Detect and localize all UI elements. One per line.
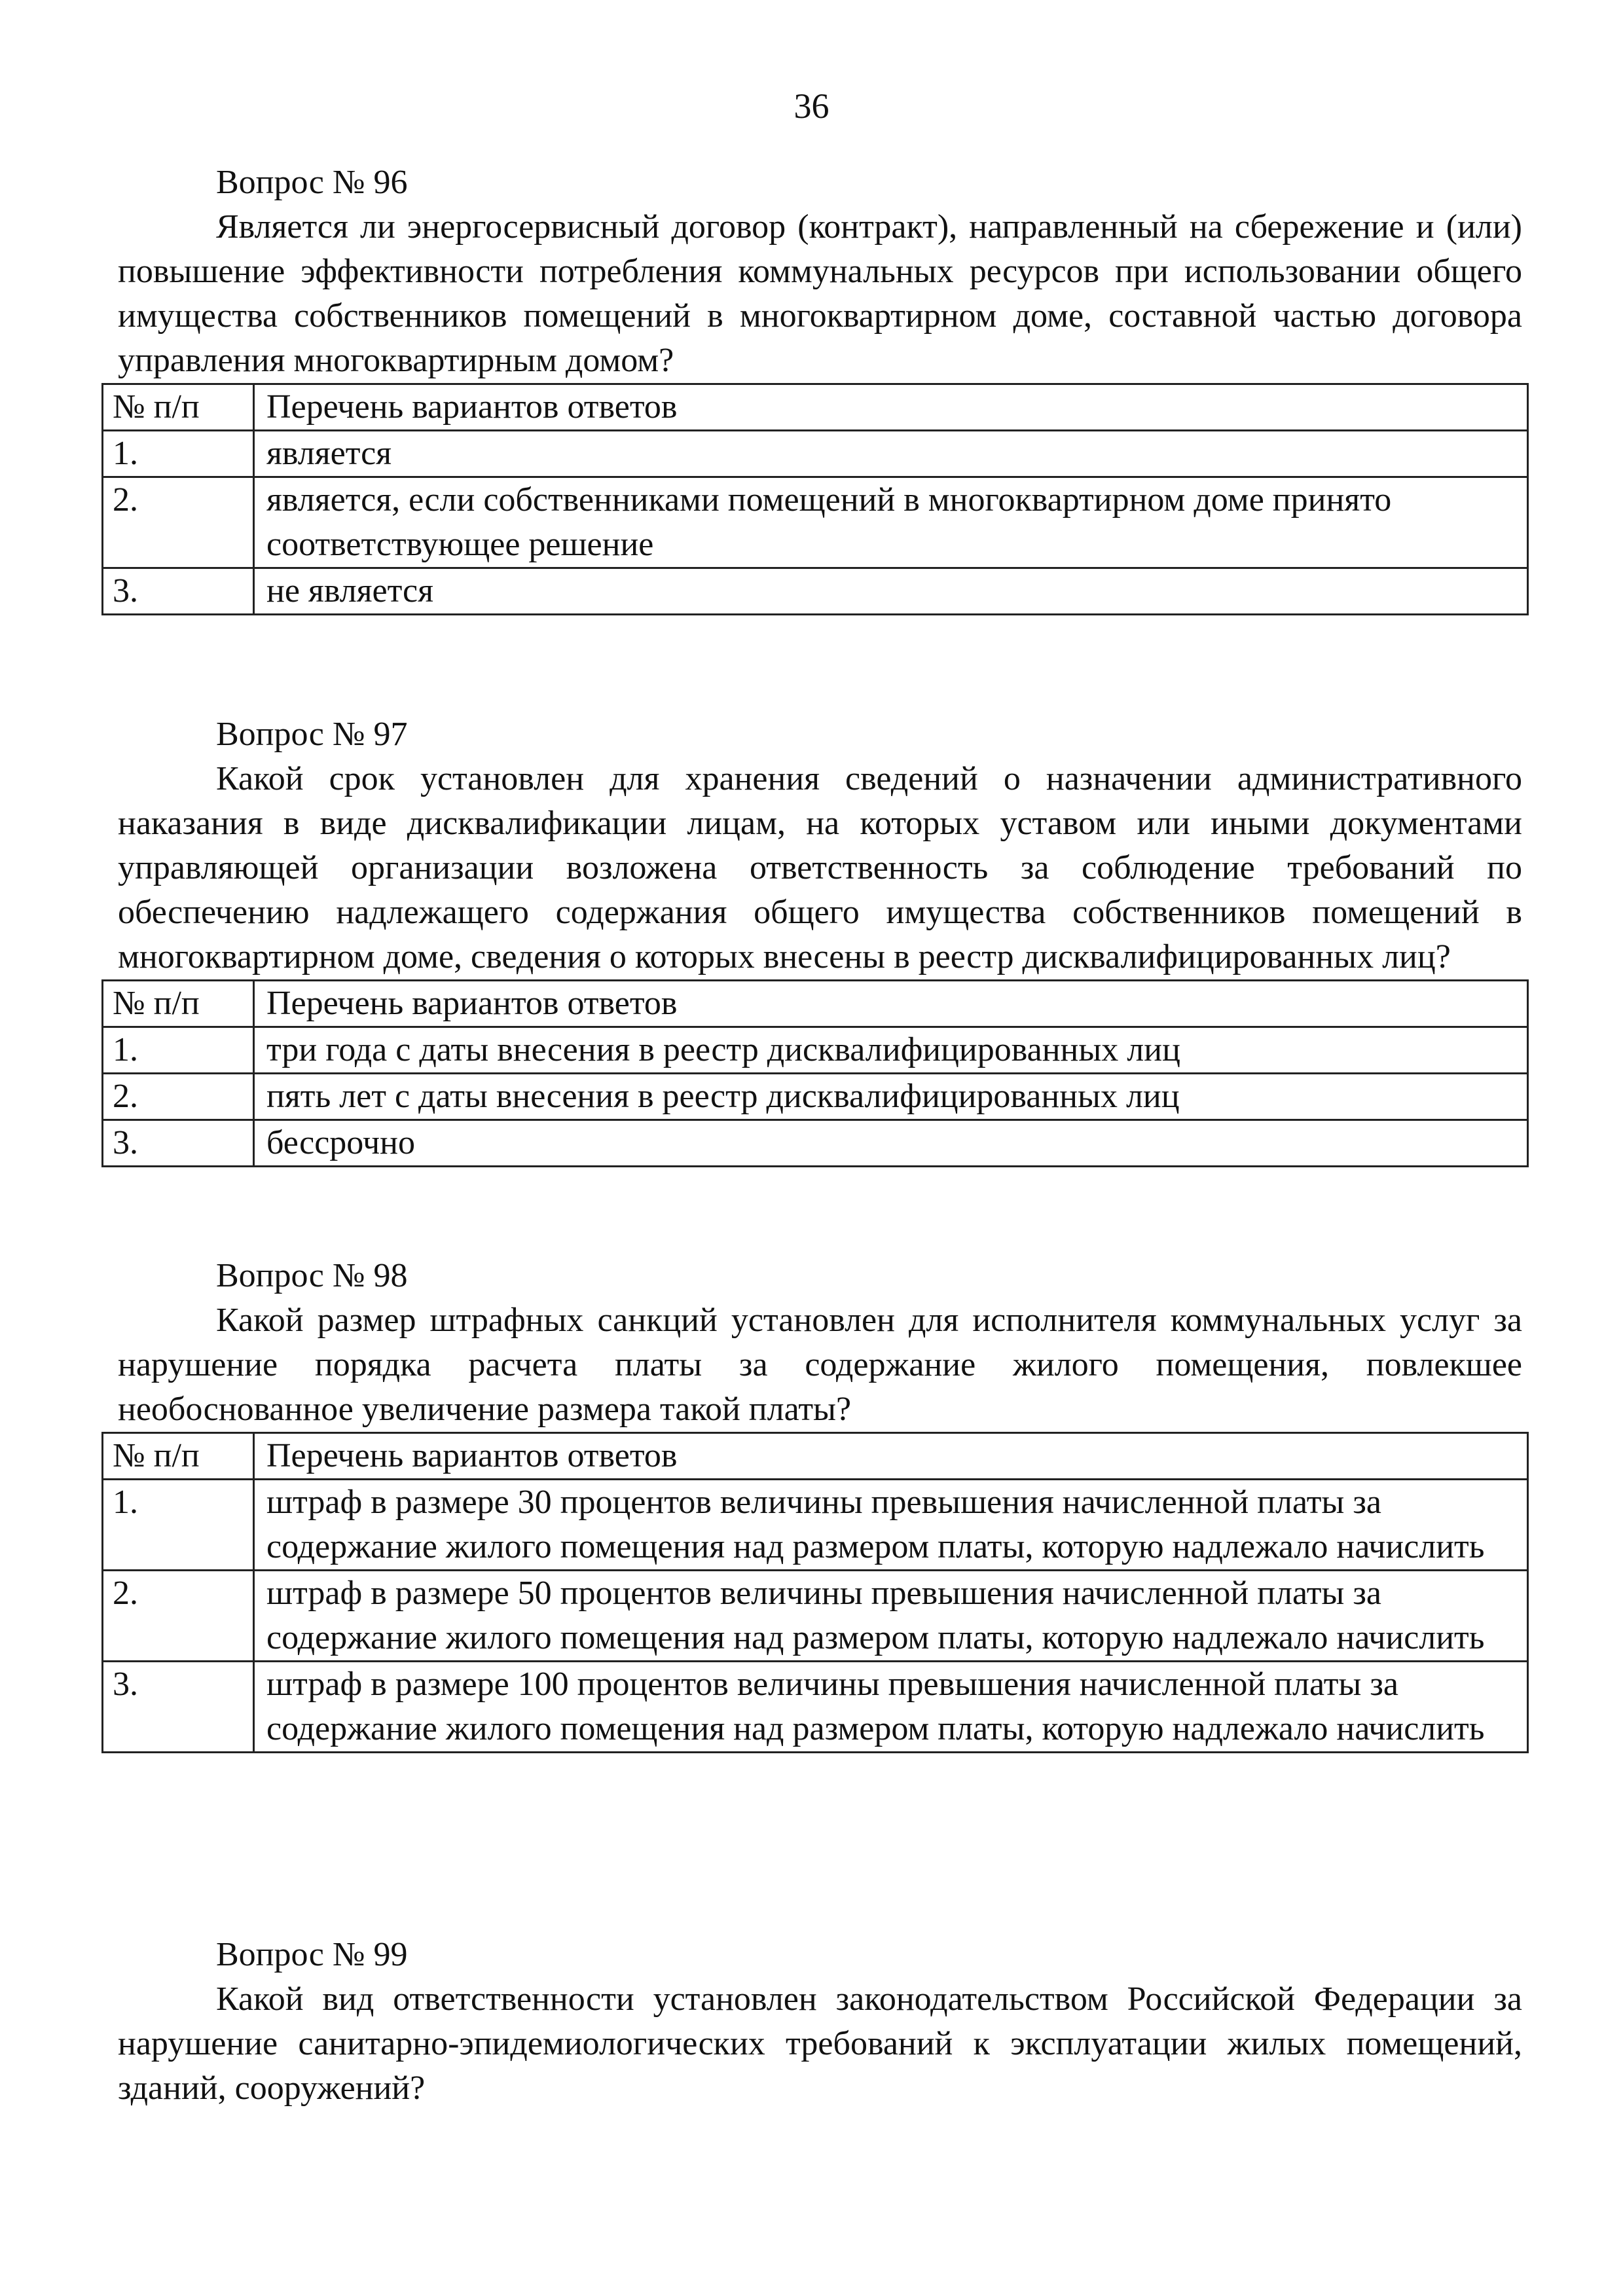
option-text: не является [254, 568, 1528, 615]
table-row [103, 1120, 1528, 1167]
option-number: 2. [103, 1571, 254, 1662]
table-row [103, 1662, 1528, 1753]
option-text: бессрочно [254, 1120, 1528, 1167]
question-text: Является ли энергосервисный договор (контракт), направленный на сбережение и (или) повышение эффективности потребления коммунальных ресурсов при использовании общего имущества собственников помещений в многоквартирном доме, составной частью договора управления многоквартирным домом? [118, 208, 1522, 379]
question-text: Какой вид ответственности установлен законодательством Российской Федерации за нарушение санитарно-эпидемиологических требований к эксплуатации жилых помещений, зданий, сооружений? [118, 1980, 1522, 2107]
question-title: Вопрос № 97 [216, 716, 408, 753]
column-header-num: № п/п [103, 1433, 254, 1480]
option-number: 3. [103, 568, 254, 615]
table-row [103, 1074, 1528, 1120]
option-text: пять лет с даты внесения в реестр дисквалифицированных лиц [254, 1074, 1528, 1120]
option-number: 2. [103, 1074, 254, 1120]
table-row [103, 568, 1528, 615]
answers-table [101, 383, 1529, 615]
answers-table [101, 979, 1529, 1167]
question-98 [0, 1254, 1623, 1753]
table-row [103, 1027, 1528, 1074]
column-header-answers: Перечень вариантов ответов [254, 1433, 1528, 1480]
column-header-num: № п/п [103, 384, 254, 431]
table-header-row [103, 1433, 1528, 1480]
question-text: Какой срок установлен для хранения сведений о назначении административного наказания в виде дисквалификации лицам, на которых уставом или иными документами управляющей организации возложена ответственность за соблюдение требований по обеспечению надлежащего содержания общего имущества собственников помещений в многоквартирном доме, сведения о которых внесены в реестр дисквалифицированных лиц? [118, 760, 1522, 975]
option-number: 3. [103, 1120, 254, 1167]
question-99 [0, 1933, 1623, 2111]
option-text: является, если собственниками помещений в многоквартирном доме принято соответствующее решение [254, 477, 1528, 568]
column-header-answers: Перечень вариантов ответов [254, 384, 1528, 431]
question-title: Вопрос № 98 [216, 1257, 408, 1294]
option-text: является [254, 431, 1528, 477]
option-number: 3. [103, 1662, 254, 1753]
page-number: 36 [793, 86, 830, 126]
table-header-row [103, 981, 1528, 1027]
table-row [103, 1480, 1528, 1571]
answers-table [101, 1432, 1529, 1753]
option-number: 1. [103, 1027, 254, 1074]
column-header-answers: Перечень вариантов ответов [254, 981, 1528, 1027]
question-title: Вопрос № 96 [216, 164, 408, 201]
column-header-num: № п/п [103, 981, 254, 1027]
option-text: штраф в размере 30 процентов величины превышения начисленной платы за содержание жилого помещения над размером платы, которую надлежало начислить [254, 1480, 1528, 1571]
option-text: три года с даты внесения в реестр дисквалифицированных лиц [254, 1027, 1528, 1074]
table-row [103, 1571, 1528, 1662]
option-text: штраф в размере 50 процентов величины превышения начисленной платы за содержание жилого помещения над размером платы, которую надлежало начислить [254, 1571, 1528, 1662]
option-number: 1. [103, 1480, 254, 1571]
question-97 [0, 712, 1623, 1167]
option-number: 1. [103, 431, 254, 477]
question-96 [0, 160, 1623, 615]
table-row [103, 431, 1528, 477]
option-text: штраф в размере 100 процентов величины превышения начисленной платы за содержание жилого помещения над размером платы, которую надлежало начислить [254, 1662, 1528, 1753]
question-text: Какой размер штрафных санкций установлен для исполнителя коммунальных услуг за нарушение порядка расчета платы за содержание жилого помещения, повлекшее необоснованное увеличение размера такой платы? [118, 1302, 1522, 1428]
question-title: Вопрос № 99 [216, 1936, 408, 1973]
table-header-row [103, 384, 1528, 431]
option-number: 2. [103, 477, 254, 568]
table-row [103, 477, 1528, 568]
